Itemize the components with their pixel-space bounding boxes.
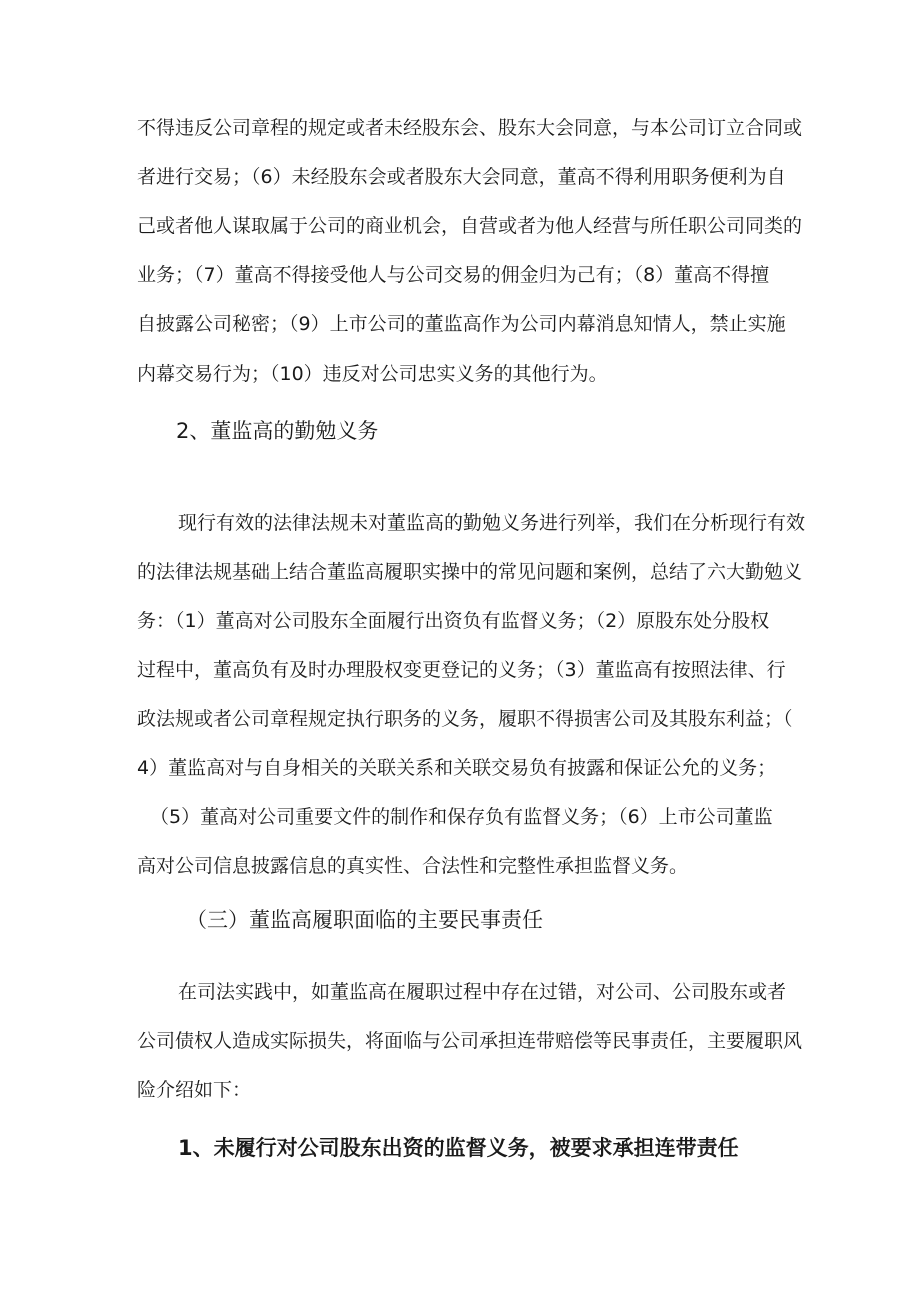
section-heading-diligence: 2、董监高的勤勉义务 <box>176 419 379 443</box>
paragraph-line: 内幕交易行为；（10）违反对公司忠实义务的其他行为。 <box>137 363 608 385</box>
section-heading-civil-liability: （三）董监高履职面临的主要民事责任 <box>186 908 543 932</box>
paragraph-line: 务：（1）董高对公司股东全面履行出资负有监督义务；（2）原股东处分股权 <box>137 610 770 632</box>
paragraph-line: 者进行交易；（6）未经股东会或者股东大会同意，董高不得利用职务便利为自 <box>137 166 786 188</box>
subsection-heading-capital-supervision: 1、未履行对公司股东出资的监督义务，被要求承担连带责任 <box>178 1136 739 1160</box>
paragraph-line: 现行有效的法律法规未对董监高的勤勉义务进行列举，我们在分析现行有效 <box>178 512 806 534</box>
paragraph-line: 己或者他人谋取属于公司的商业机会，自营或者为他人经营与所任职公司同类的 <box>137 215 803 237</box>
paragraph-line: 政法规或者公司章程规定执行职务的义务，履职不得损害公司及其股东利益；（ <box>137 708 793 730</box>
paragraph-line: （5）董高对公司重要文件的制作和保存负有监督义务；（6）上市公司董监 <box>150 806 773 828</box>
paragraph-line: 在司法实践中，如董监高在履职过程中存在过错，对公司、公司股东或者 <box>178 981 787 1003</box>
paragraph-line: 公司债权人造成实际损失，将面临与公司承担连带赔偿等民事责任，主要履职风 <box>137 1030 803 1052</box>
paragraph-line: 过程中，董高负有及时办理股权变更登记的义务；（3）董监高有按照法律、行 <box>137 659 786 681</box>
paragraph-line: 险介绍如下： <box>137 1079 252 1101</box>
paragraph-line: 4）董监高对与自身相关的关联关系和关联交易负有披露和保证公允的义务； <box>137 757 777 779</box>
paragraph-line: 自披露公司秘密；（9）上市公司的董监高作为公司内幕消息知情人，禁止实施 <box>137 313 786 335</box>
paragraph-line: 高对公司信息披露信息的真实性、合法性和完整性承担监督义务。 <box>137 855 689 877</box>
paragraph-line: 不得违反公司章程的规定或者未经股东会、股东大会同意，与本公司订立合同或 <box>137 117 803 139</box>
paragraph-line: 的法律法规基础上结合董监高履职实操中的常见问题和案例，总结了六大勤勉义 <box>137 561 803 583</box>
paragraph-line: 业务；（7）董高不得接受他人与公司交易的佣金归为己有；（8）董高不得擅 <box>137 264 770 286</box>
